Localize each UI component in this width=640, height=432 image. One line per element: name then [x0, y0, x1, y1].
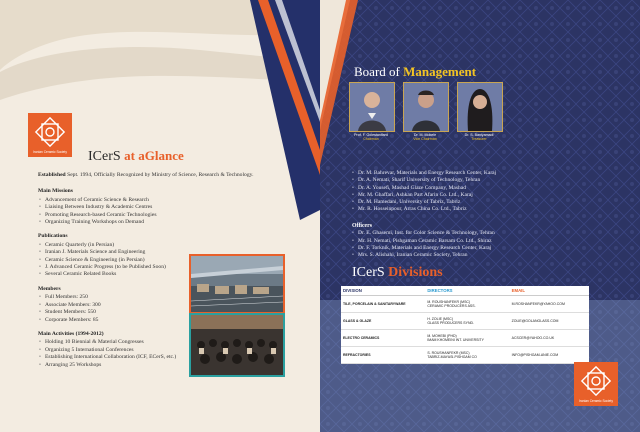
director-org: CERAMIC PRODUCERS ASS. [427, 304, 476, 308]
division-cell: GLASS & GLAZE [341, 313, 425, 330]
list-item: • Full Members: 250 [38, 294, 296, 301]
portrait-frame [349, 82, 395, 132]
director-org: GLASS PRODUCERS SYND. [427, 321, 474, 325]
list-item: • Holding 10 Biennial & Material Congresses [38, 339, 296, 346]
chairman-portrait [349, 82, 393, 142]
divisions-title [352, 265, 443, 281]
email-cell: INFO@PISHGAM-ANIE.COM [510, 347, 589, 364]
divisions-title-accent: Divisions [388, 265, 443, 280]
column-header-directors: DIRECTORS [425, 286, 509, 296]
list-item: • Mrs. S. Alishahi, Iranian Ceramic Society, Tehran [352, 252, 622, 259]
list-item: • Dr. A. Nemati, Sharif University of Technology, Tehran [352, 177, 622, 184]
list-item: • Associate Members: 300 [38, 302, 296, 309]
section-heading: Main Missions [38, 188, 73, 195]
list-item: • Several Ceramic Related Books [38, 271, 296, 278]
email-cell: ACSCER@YAHOO.CO.UK [510, 330, 589, 347]
column-header-email: EMAIL [510, 286, 589, 296]
division-cell: REFRACTORIES [341, 347, 425, 364]
officers-heading: Officers [352, 223, 372, 229]
director-org: TABRIZ-MAYASI-PISHGAM CO [427, 355, 477, 359]
list-item: • Dr. M. Bahrevar, Materials and Energy Research Center, Karaj [352, 170, 622, 177]
board-title-accent: Management [403, 64, 477, 79]
icers-logo-footer [574, 362, 618, 406]
person-name: Prof. F. Golestanifard [354, 133, 388, 137]
list-item: • Dr. M. Hamedani, University of Tabriz, Tabriz [352, 199, 622, 206]
established-line [38, 172, 296, 179]
list-item: • Mr. R. Hosseinpour, Arras China Co. Ltd., Tabriz [352, 206, 622, 213]
portrait-frame [457, 82, 503, 132]
divisions-title-main: ICerS [352, 265, 385, 280]
person-role: Treasurer [471, 137, 487, 142]
factory-photo [189, 254, 285, 314]
person-role: Chairman [363, 137, 379, 142]
email-cell: ZOLIE@GOLANGLASS.COM [510, 313, 589, 330]
list-item: • J. Advanced Ceramic Progress (to be Published Soon) [38, 264, 296, 271]
vice-chairman-portrait [403, 82, 447, 142]
missions-list [38, 197, 296, 227]
established-text: Sept. 1994, Officially Recognized by Ministry of Science, Research & Technology. [67, 172, 254, 178]
glance-title [88, 148, 184, 165]
list-item: • Organizing 5 International Conferences [38, 347, 296, 354]
list-item: • Promoting Research-based Ceramic Technologies [38, 212, 296, 219]
division-cell: TILE, PORCELAIN & SANITARYWARE [341, 296, 425, 313]
director-cell [425, 347, 509, 364]
list-item: • Advancement of Ceramic Science & Research [38, 197, 296, 204]
table-row [341, 330, 589, 347]
board-members-list [352, 170, 622, 214]
right-page [320, 0, 640, 432]
list-item: • Organizing Training Workshops on Demand [38, 219, 296, 226]
section-heading: Members [38, 285, 61, 292]
director-name: M. MOHEBI (PHD) [427, 334, 457, 338]
person-name: Dr. S. Baniyamadi [464, 133, 494, 137]
email-cell: M.ROSHANFEKR@YAHOO.COM [510, 296, 589, 313]
list-item: • Iranian J. Materials Science and Engineering [38, 249, 296, 256]
director-name: M. ROUSHANFEKR (MSC) [427, 300, 471, 304]
list-item: • Establishing International Collaboration (ICF, ECerS, etc.) [38, 354, 296, 361]
logo-caption: Iranian Ceramic Society [579, 399, 613, 403]
list-item: • Ceramic Science & Engineering (in Persian) [38, 257, 296, 264]
list-item: • Mr. M. Ghaffari, Ashkan Part Afarin Co. Ltd., Karaj [352, 192, 622, 199]
established-label: Established [38, 172, 66, 178]
table-row [341, 296, 589, 313]
board-title [354, 64, 476, 80]
table-header-row [341, 286, 589, 296]
list-item: • Dr. F. Torknik, Materials and Energy Research Center, Karaj [352, 245, 622, 252]
director-cell [425, 296, 509, 313]
director-name: H. ZOLIE (MSC) [427, 317, 453, 321]
treasurer-portrait [457, 82, 501, 142]
officers-list [352, 223, 622, 259]
table-row [341, 313, 589, 330]
column-header-division: DIVISION [341, 286, 425, 296]
glance-title-accent: at aGlance [124, 148, 184, 163]
list-item: • Dr. A. Youseﬁ, Mashad Glaze Company, Mashad [352, 185, 622, 192]
list-item: • Student Members: 550 [38, 309, 296, 316]
board-title-main: Board of [354, 64, 400, 79]
list-item: • Arranging 25 Workshops [38, 362, 296, 369]
table-row [341, 347, 589, 364]
list-item: • Ceramic Quarterly (in Persian) [38, 242, 296, 249]
glance-title-main: ICerS [88, 149, 121, 164]
conference-photo [189, 313, 285, 377]
director-cell [425, 313, 509, 330]
list-item: • Mr. H. Nemati, Pishgaman Ceramic Barsam Co. Ltd., Shiraz [352, 238, 622, 245]
logo-caption: Iranian Ceramic Society [33, 150, 67, 154]
section-heading: Main Activities (1994-2012) [38, 330, 104, 337]
director-name: S. ROUSHANFEKR (MSC) [427, 351, 470, 355]
icers-logo [28, 113, 72, 157]
division-cell: ELECTRO CERAMICS [341, 330, 425, 347]
director-cell [425, 330, 509, 347]
director-org: IMAM KHOMEINI INT. UNIVERSITY [427, 338, 484, 342]
section-heading: Publications [38, 233, 68, 240]
person-role: Vice Chairman [413, 137, 437, 142]
list-item: • Liaising Between Industry & Academic Centres [38, 204, 296, 211]
person-name: Dr. M. Mokele [413, 133, 437, 137]
list-item: • Dr. E. Ghasemi, Inst. for Color Science & Technology, Tehran [352, 230, 622, 237]
divisions-table [341, 286, 589, 364]
list-item: • Corporate Members: 85 [38, 317, 296, 324]
portrait-frame [403, 82, 449, 132]
